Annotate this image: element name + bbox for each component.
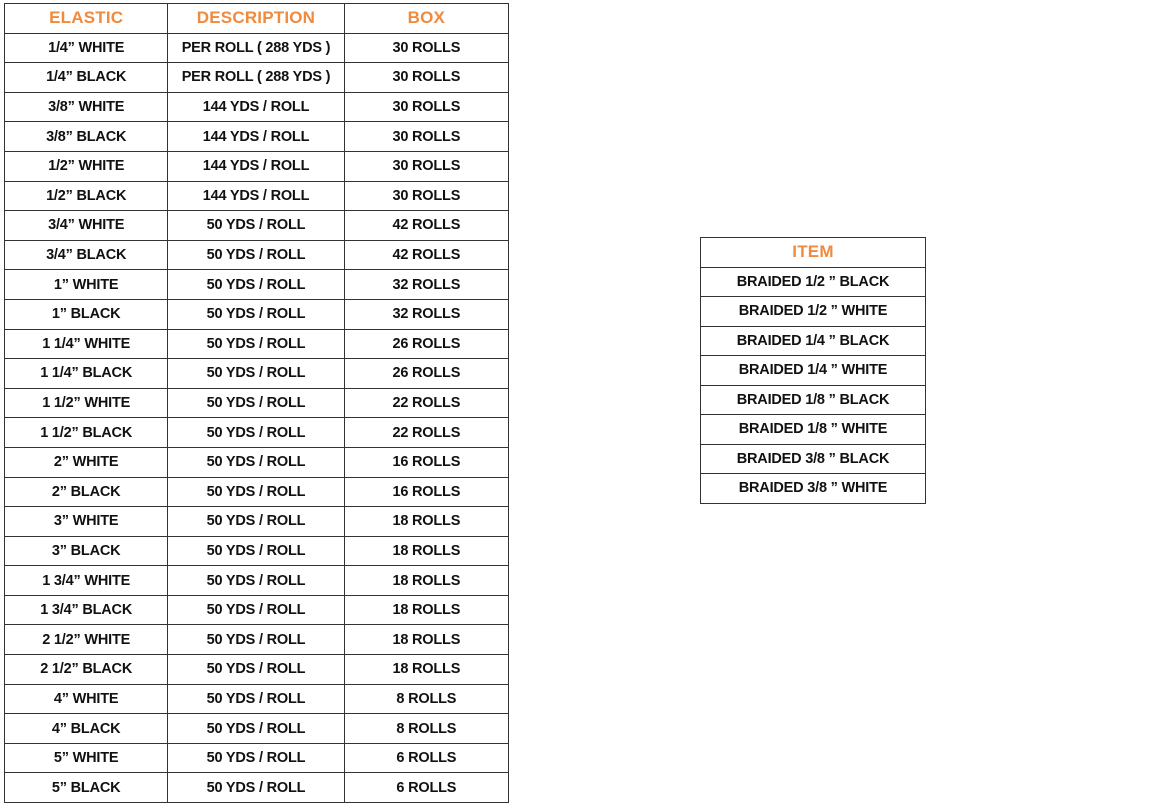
box-cell: 42 ROLLS bbox=[344, 240, 508, 270]
elastic-size-cell: 2” BLACK bbox=[5, 477, 168, 507]
elastic-size-cell: 1 1/4” BLACK bbox=[5, 359, 168, 389]
table-row bbox=[5, 181, 509, 211]
elastic-size-cell: 1/4” WHITE bbox=[5, 33, 168, 63]
table-row bbox=[5, 33, 509, 63]
elastic-size-cell: 1 3/4” BLACK bbox=[5, 595, 168, 625]
braided-item-cell: BRAIDED 1/8 ” WHITE bbox=[701, 415, 926, 445]
description-cell: 50 YDS / ROLL bbox=[168, 299, 344, 329]
elastic-size-cell: 4” BLACK bbox=[5, 714, 168, 744]
table-row bbox=[5, 447, 509, 477]
table-row bbox=[5, 63, 509, 93]
elastic-size-cell: 1 1/2” BLACK bbox=[5, 418, 168, 448]
elastic-size-cell: 3” BLACK bbox=[5, 536, 168, 566]
box-cell: 30 ROLLS bbox=[344, 122, 508, 152]
box-cell: 16 ROLLS bbox=[344, 477, 508, 507]
braided-item-cell: BRAIDED 1/4 ” BLACK bbox=[701, 326, 926, 356]
elastic-header-row bbox=[5, 4, 509, 34]
description-cell: PER ROLL ( 288 YDS ) bbox=[168, 33, 344, 63]
table-row bbox=[5, 329, 509, 359]
box-cell: 18 ROLLS bbox=[344, 536, 508, 566]
elastic-table bbox=[4, 3, 509, 803]
box-cell: 18 ROLLS bbox=[344, 655, 508, 685]
table-row bbox=[5, 122, 509, 152]
elastic-size-cell: 1/2” WHITE bbox=[5, 151, 168, 181]
elastic-size-cell: 3” WHITE bbox=[5, 507, 168, 537]
description-cell: 50 YDS / ROLL bbox=[168, 240, 344, 270]
box-cell: 32 ROLLS bbox=[344, 299, 508, 329]
description-cell: 144 YDS / ROLL bbox=[168, 151, 344, 181]
description-cell: 50 YDS / ROLL bbox=[168, 714, 344, 744]
braided-table bbox=[700, 237, 926, 504]
box-cell: 26 ROLLS bbox=[344, 329, 508, 359]
table-row bbox=[5, 714, 509, 744]
description-cell: 50 YDS / ROLL bbox=[168, 270, 344, 300]
table-row bbox=[5, 418, 509, 448]
braided-header-row bbox=[701, 238, 926, 268]
braided-item-cell: BRAIDED 1/2 ” BLACK bbox=[701, 267, 926, 297]
box-cell: 18 ROLLS bbox=[344, 507, 508, 537]
table-row bbox=[5, 536, 509, 566]
description-cell: 50 YDS / ROLL bbox=[168, 477, 344, 507]
table-row bbox=[5, 566, 509, 596]
box-cell: 30 ROLLS bbox=[344, 33, 508, 63]
description-cell: 50 YDS / ROLL bbox=[168, 329, 344, 359]
elastic-size-cell: 1” BLACK bbox=[5, 299, 168, 329]
table-row bbox=[701, 267, 926, 297]
elastic-size-cell: 1” WHITE bbox=[5, 270, 168, 300]
table-row bbox=[5, 240, 509, 270]
description-cell: 50 YDS / ROLL bbox=[168, 773, 344, 803]
description-cell: 50 YDS / ROLL bbox=[168, 743, 344, 773]
table-row bbox=[701, 326, 926, 356]
table-row bbox=[5, 773, 509, 803]
description-cell: 144 YDS / ROLL bbox=[168, 122, 344, 152]
box-cell: 30 ROLLS bbox=[344, 63, 508, 93]
elastic-size-cell: 2” WHITE bbox=[5, 447, 168, 477]
elastic-size-cell: 1/2” BLACK bbox=[5, 181, 168, 211]
box-cell: 8 ROLLS bbox=[344, 684, 508, 714]
box-cell: 30 ROLLS bbox=[344, 92, 508, 122]
box-cell: 18 ROLLS bbox=[344, 566, 508, 596]
elastic-size-cell: 3/4” WHITE bbox=[5, 211, 168, 241]
elastic-size-cell: 2 1/2” WHITE bbox=[5, 625, 168, 655]
box-cell: 16 ROLLS bbox=[344, 447, 508, 477]
braided-item-cell: BRAIDED 3/8 ” BLACK bbox=[701, 444, 926, 474]
description-cell: 50 YDS / ROLL bbox=[168, 507, 344, 537]
table-row bbox=[5, 151, 509, 181]
description-cell: 50 YDS / ROLL bbox=[168, 447, 344, 477]
description-cell: 50 YDS / ROLL bbox=[168, 655, 344, 685]
braided-item-cell: BRAIDED 3/8 ” WHITE bbox=[701, 474, 926, 504]
header-item: ITEM bbox=[701, 238, 926, 268]
elastic-size-cell: 5” BLACK bbox=[5, 773, 168, 803]
description-cell: 50 YDS / ROLL bbox=[168, 418, 344, 448]
braided-item-cell: BRAIDED 1/2 ” WHITE bbox=[701, 297, 926, 327]
table-row bbox=[5, 507, 509, 537]
description-cell: 50 YDS / ROLL bbox=[168, 595, 344, 625]
table-row bbox=[5, 655, 509, 685]
description-cell: 50 YDS / ROLL bbox=[168, 536, 344, 566]
box-cell: 22 ROLLS bbox=[344, 388, 508, 418]
table-row bbox=[5, 684, 509, 714]
header-description: DESCRIPTION bbox=[168, 4, 344, 34]
table-row bbox=[701, 356, 926, 386]
description-cell: PER ROLL ( 288 YDS ) bbox=[168, 63, 344, 93]
box-cell: 42 ROLLS bbox=[344, 211, 508, 241]
table-row bbox=[701, 297, 926, 327]
table-row bbox=[701, 474, 926, 504]
table-row bbox=[5, 743, 509, 773]
elastic-size-cell: 1 3/4” WHITE bbox=[5, 566, 168, 596]
elastic-size-cell: 2 1/2” BLACK bbox=[5, 655, 168, 685]
table-row bbox=[701, 385, 926, 415]
braided-item-cell: BRAIDED 1/8 ” BLACK bbox=[701, 385, 926, 415]
description-cell: 50 YDS / ROLL bbox=[168, 359, 344, 389]
description-cell: 144 YDS / ROLL bbox=[168, 92, 344, 122]
elastic-size-cell: 1/4” BLACK bbox=[5, 63, 168, 93]
box-cell: 6 ROLLS bbox=[344, 743, 508, 773]
elastic-size-cell: 3/8” BLACK bbox=[5, 122, 168, 152]
header-elastic: ELASTIC bbox=[5, 4, 168, 34]
box-cell: 22 ROLLS bbox=[344, 418, 508, 448]
table-row bbox=[5, 359, 509, 389]
table-row bbox=[701, 444, 926, 474]
braided-item-cell: BRAIDED 1/4 ” WHITE bbox=[701, 356, 926, 386]
description-cell: 144 YDS / ROLL bbox=[168, 181, 344, 211]
elastic-size-cell: 3/4” BLACK bbox=[5, 240, 168, 270]
elastic-size-cell: 3/8” WHITE bbox=[5, 92, 168, 122]
description-cell: 50 YDS / ROLL bbox=[168, 625, 344, 655]
table-row bbox=[5, 299, 509, 329]
box-cell: 30 ROLLS bbox=[344, 151, 508, 181]
table-row bbox=[701, 415, 926, 445]
table-row bbox=[5, 270, 509, 300]
table-row bbox=[5, 211, 509, 241]
braided-table-body bbox=[701, 267, 926, 503]
elastic-size-cell: 1 1/2” WHITE bbox=[5, 388, 168, 418]
table-row bbox=[5, 388, 509, 418]
box-cell: 30 ROLLS bbox=[344, 181, 508, 211]
description-cell: 50 YDS / ROLL bbox=[168, 566, 344, 596]
description-cell: 50 YDS / ROLL bbox=[168, 388, 344, 418]
box-cell: 18 ROLLS bbox=[344, 625, 508, 655]
table-row bbox=[5, 92, 509, 122]
table-row bbox=[5, 477, 509, 507]
box-cell: 26 ROLLS bbox=[344, 359, 508, 389]
box-cell: 8 ROLLS bbox=[344, 714, 508, 744]
elastic-size-cell: 4” WHITE bbox=[5, 684, 168, 714]
box-cell: 32 ROLLS bbox=[344, 270, 508, 300]
description-cell: 50 YDS / ROLL bbox=[168, 211, 344, 241]
box-cell: 6 ROLLS bbox=[344, 773, 508, 803]
elastic-table-body bbox=[5, 33, 509, 802]
box-cell: 18 ROLLS bbox=[344, 595, 508, 625]
table-row bbox=[5, 595, 509, 625]
elastic-size-cell: 5” WHITE bbox=[5, 743, 168, 773]
header-box: BOX bbox=[344, 4, 508, 34]
table-row bbox=[5, 625, 509, 655]
description-cell: 50 YDS / ROLL bbox=[168, 684, 344, 714]
elastic-size-cell: 1 1/4” WHITE bbox=[5, 329, 168, 359]
